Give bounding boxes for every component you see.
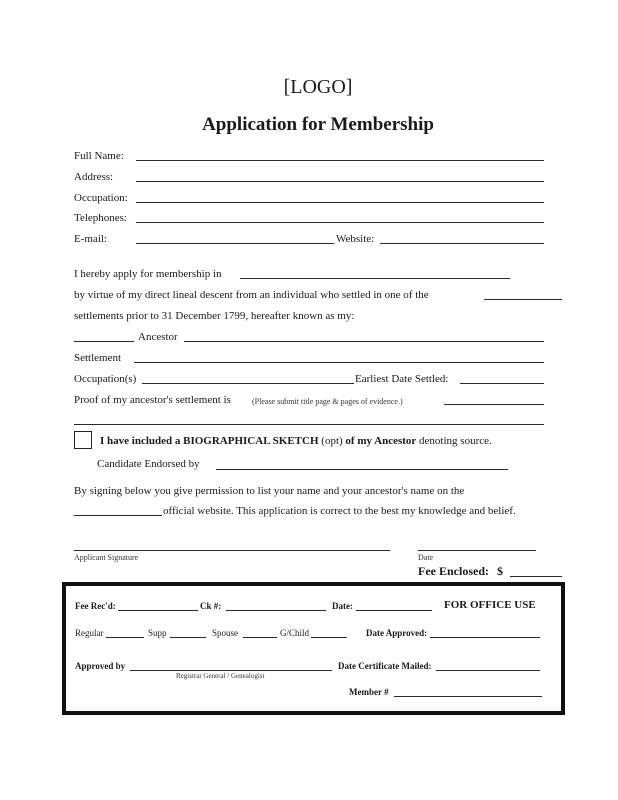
- website-name-field[interactable]: [74, 515, 162, 516]
- ancestor-occupation-label: Occupation(s): [74, 373, 137, 385]
- fee-enclosed-label: Fee Enclosed:: [418, 564, 489, 578]
- gchild-label: G/Child: [280, 628, 310, 638]
- signature-date-label: Date: [418, 553, 434, 562]
- address-label: Address:: [74, 171, 114, 183]
- date-approved-label: Date Approved:: [366, 628, 428, 638]
- member-number-field[interactable]: [394, 696, 542, 697]
- supp-field[interactable]: [170, 637, 206, 638]
- ancestor-occupation-field[interactable]: [142, 383, 354, 384]
- office-date-field[interactable]: [356, 610, 432, 611]
- ck-field[interactable]: [226, 610, 326, 611]
- permission-line2: official website. This application is correct to the best my knowledge and belief.: [163, 505, 516, 517]
- telephones-field[interactable]: [136, 222, 544, 223]
- full-name-field[interactable]: [136, 160, 544, 161]
- regular-label: Regular: [75, 628, 104, 638]
- proof-label: Proof of my ancestor's settlement is: [74, 394, 231, 406]
- spouse-field[interactable]: [243, 637, 277, 638]
- registrar-label: Registrar General / Genealogist: [176, 672, 265, 680]
- ancestor-label: Ancestor: [138, 331, 178, 343]
- biography-statement: [100, 435, 492, 447]
- logo-placeholder: [LOGO]: [283, 76, 353, 98]
- permission-line1: By signing below you give permission to list your name and your ancestor's name on the: [74, 485, 465, 497]
- approved-by-field[interactable]: [130, 670, 332, 671]
- biography-opt-text: (opt): [321, 435, 343, 447]
- descent-field[interactable]: [484, 299, 562, 300]
- office-date-label: Date:: [332, 601, 353, 611]
- date-cert-label: Date Certificate Mailed:: [338, 661, 432, 671]
- regular-field[interactable]: [106, 637, 144, 638]
- earliest-date-field[interactable]: [460, 383, 544, 384]
- email-label: E-mail:: [74, 233, 107, 245]
- member-number-label: Member #: [349, 687, 389, 697]
- address-field[interactable]: [136, 181, 544, 182]
- fee-amount-field[interactable]: [510, 576, 562, 577]
- settlement-field[interactable]: [134, 362, 544, 363]
- approved-by-label: Approved by: [75, 661, 126, 671]
- website-field[interactable]: [380, 243, 544, 244]
- biography-checkbox[interactable]: [74, 431, 92, 449]
- ancestor-field[interactable]: [184, 341, 544, 342]
- proof-field[interactable]: [444, 404, 544, 405]
- ancestor-prefix-field[interactable]: [74, 341, 134, 342]
- gchild-field[interactable]: [311, 637, 347, 638]
- supp-label: Supp: [148, 628, 167, 638]
- endorsed-field[interactable]: [216, 469, 508, 470]
- proof-note: (Please submit title page & pages of evidence.): [252, 397, 403, 406]
- form-title: Application for Membership: [202, 114, 434, 135]
- occupation-label: Occupation:: [74, 192, 128, 204]
- biography-included-text: I have included a BIOGRAPHICAL SKETCH: [100, 435, 319, 447]
- applicant-signature-label: Applicant Signature: [74, 553, 139, 562]
- descent-text: by virtue of my direct lineal descent from an individual who settled in one of the: [74, 289, 429, 301]
- signature-date-field[interactable]: [418, 550, 536, 551]
- endorsed-label: Candidate Endorsed by: [97, 458, 200, 470]
- spouse-label: Spouse: [212, 628, 239, 638]
- full-name-label: Full Name:: [74, 150, 124, 162]
- date-cert-field[interactable]: [436, 670, 540, 671]
- biography-denoting-text: denoting source.: [419, 435, 492, 447]
- date-approved-field[interactable]: [430, 637, 540, 638]
- biography-of-my-text: of my Ancestor: [345, 435, 417, 447]
- occupation-field[interactable]: [136, 202, 544, 203]
- ck-label: Ck #:: [200, 601, 222, 611]
- membership-org-field[interactable]: [240, 278, 510, 279]
- settlements-text: settlements prior to 31 December 1799, hereafter known as my:: [74, 310, 355, 322]
- website-label: Website:: [336, 233, 375, 245]
- office-use-title: FOR OFFICE USE: [444, 599, 536, 611]
- settlement-label: Settlement: [74, 352, 122, 364]
- apply-text: I hereby apply for membership in: [74, 268, 222, 280]
- fee-dollar-sign: $: [497, 564, 503, 578]
- applicant-signature-field[interactable]: [74, 550, 390, 551]
- telephones-label: Telephones:: [74, 212, 127, 224]
- fee-recd-field[interactable]: [118, 610, 198, 611]
- proof-continued-field[interactable]: [74, 424, 544, 425]
- email-field[interactable]: [136, 243, 334, 244]
- earliest-date-label: Earliest Date Settled:: [355, 373, 449, 385]
- fee-recd-label: Fee Rec'd:: [75, 601, 116, 611]
